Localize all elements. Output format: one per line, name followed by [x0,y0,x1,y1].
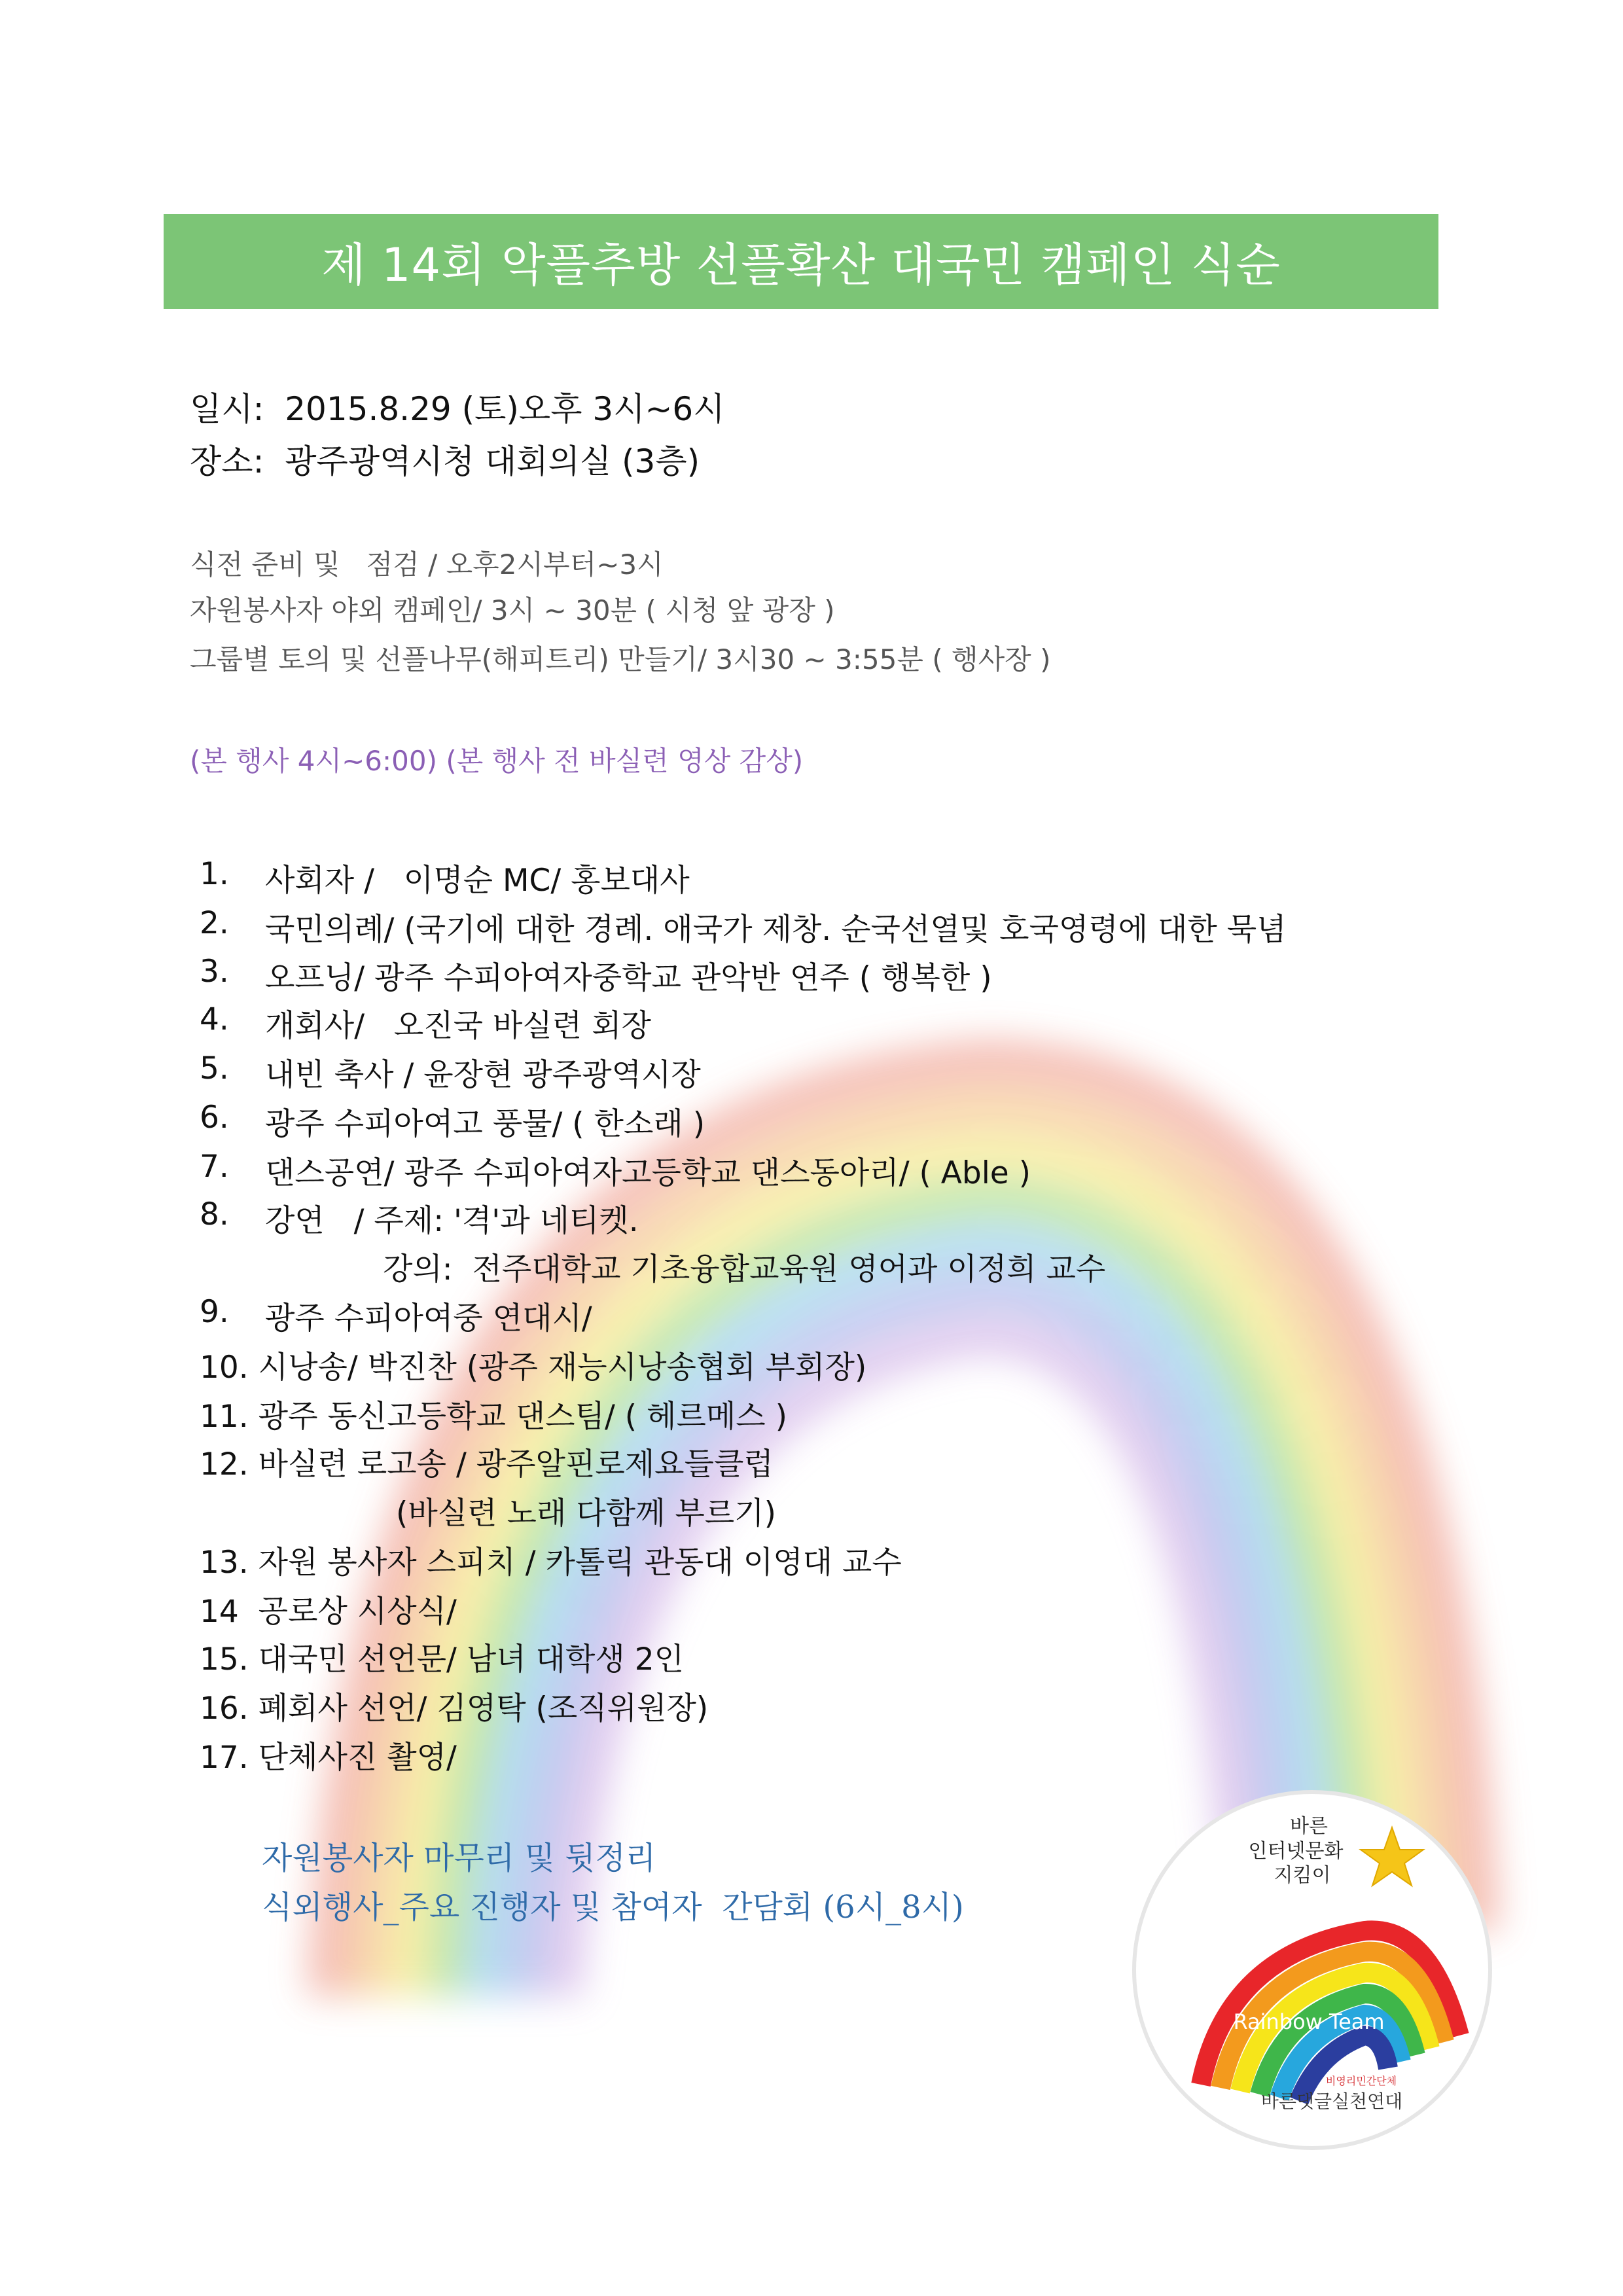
logo-slogan: 바른 [1290,1815,1328,1838]
closing-note: 식외행사_주요 진행자 및 참여자 간담회 (6시_8시) [262,1889,964,1926]
program-number: 9. [200,1294,229,1330]
program-item: 내빈 축사 / 윤장현 광주광역시장 [265,1057,701,1093]
program-item: 국민의례/ (국기에 대한 경례. 애국가 제창. 순국선열및 호국영령에 대한 묵념 [265,912,1287,948]
event-date: 일시: 2015.8.29 (토)오후 3시~6시 [190,390,725,428]
program-item-sub: (바실련 노래 다함께 부르기) [396,1496,776,1532]
schedule-item: 그룹별 토의 및 선플나무(해피트리) 만들기/ 3시30 ~ 3:55분 ( 행사장 ) [190,643,1051,675]
program-number: 8. [200,1196,229,1232]
program-item: 12. 바실련 로고송 / 광주알핀로제요들클럽 [200,1446,774,1482]
logo-slogan: 인터넷문화 [1248,1840,1344,1863]
program-number: 6. [200,1100,229,1136]
program-item: 14 공로상 시상식/ [200,1594,457,1630]
event-place: 장소: 광주광역시청 대회의실 (3층) [190,442,700,480]
program-item: 댄스공연/ 광주 수피아여자고등학교 댄스동아리/ ( Able ) [265,1155,1031,1191]
program-item: 13. 자원 봉사자 스피치 / 카톨릭 관동대 이영대 교수 [200,1545,902,1581]
program-item: 오프닝/ 광주 수피아여자중학교 관악반 연주 ( 행복한 ) [265,960,992,996]
program-item: 광주 수피아여고 풍물/ ( 한소래 ) [265,1106,705,1142]
program-item: 15. 대국민 선언문/ 남녀 대학생 2인 [200,1641,685,1677]
program-item: 10. 시낭송/ 박진찬 (광주 재능시낭송협회 부회장) [200,1350,867,1386]
title-banner [164,214,1438,309]
closing-note: 자원봉사자 마무리 및 뒷정리 [262,1840,656,1876]
program-number: 1. [200,856,229,892]
logo-team-name: Rainbow Team [1233,2009,1385,2034]
program-item: 17. 단체사진 촬영/ [200,1740,457,1776]
program-item-sub: 강의: 전주대학교 기초융합교육원 영어과 이정희 교수 [383,1251,1106,1287]
schedule-item: 자원봉사자 야외 캠페인/ 3시 ~ 30분 ( 시청 앞 광장 ) [190,594,835,626]
program-item: 개회사/ 오진국 바실련 회장 [265,1008,651,1044]
program-item: 사회자 / 이명순 MC/ 홍보대사 [265,863,690,899]
logo-org-name: 바른댓글실천연대 [1260,2090,1403,2112]
schedule-item: 식전 준비 및 점검 / 오후2시부터~3시 [190,548,664,581]
program-item: 16. 폐회사 선언/ 김영탁 (조직위원장) [200,1691,709,1727]
program-number: 2. [200,905,229,941]
program-item: 강연 / 주제: '격'과 네티켓. [265,1203,639,1239]
logo-slogan: 지킴이 [1274,1864,1331,1887]
logo-org-type: 비영리민간단체 [1325,2075,1397,2087]
program-number: 5. [200,1050,229,1086]
program-number: 7. [200,1149,229,1185]
page-title: 제 14회 악플추방 선플확산 대국민 캠페인 식순 [321,238,1281,292]
rainbow-team-logo [1129,1787,1495,2153]
main-event-note: (본 행사 4시~6:00) (본 행사 전 바실련 영상 감상) [190,745,804,777]
program-item: 11. 광주 동신고등학교 댄스팀/ ( 헤르메스 ) [200,1399,787,1435]
program-number: 4. [200,1001,229,1037]
program-number: 3. [200,954,229,990]
program-item: 광주 수피아여중 연대시/ [265,1300,592,1336]
